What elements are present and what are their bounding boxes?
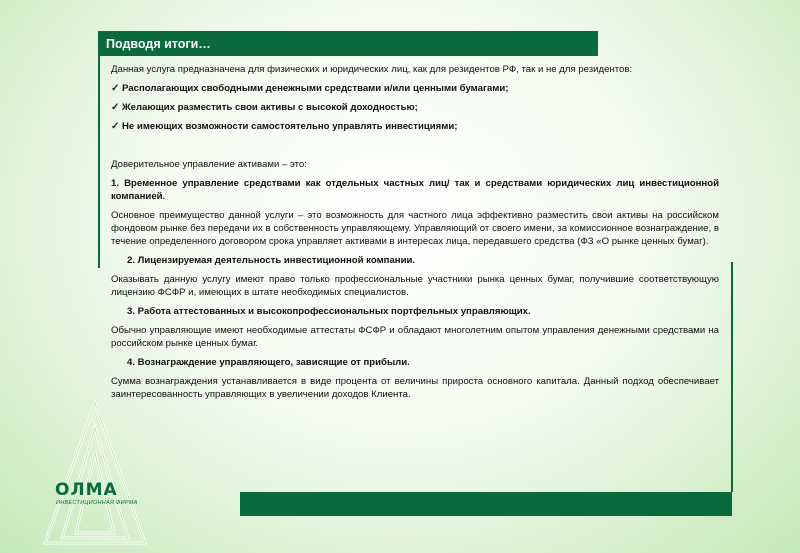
checkmark-icon: ✓ — [111, 121, 120, 132]
item4-title: 4. Вознаграждение управляющего, зависящие от прибыли. — [127, 357, 410, 368]
title-bar-edge — [597, 31, 598, 56]
left-divider-line — [98, 56, 100, 268]
item1-text: Основное преимущество данной услуги – это возможность для частного лица эффективно разместить свои активы на российском фондовом рынке без передачи их в собственность управляющему. Управляющий от своего имени, за комиссионное вознаграждение, в течение определенного договором срока управляет активами в интересах лица, передавшего средства (ФЗ «О рынке ценных бумаг). — [111, 210, 719, 247]
item2-text: Оказывать данную услугу имеют право только профессиональные участники рынка ценных бумаг, получившие соответствующую лицензию ФСФР и, имеющих в штате необходимых специалистов. — [111, 274, 719, 298]
footer-bar — [240, 492, 732, 516]
item3-title: 3. Работа аттестованных и высокопрофессиональных портфельных управляющих. — [127, 306, 531, 317]
checkmark-icon: ✓ — [111, 83, 120, 94]
logo-name: ОЛМА — [55, 480, 118, 500]
olma-logo-icon — [40, 398, 150, 548]
checkmark-icon: ✓ — [111, 102, 120, 113]
item2-title: 2. Лицензируемая деятельность инвестиционной компании. — [127, 255, 416, 266]
slide-body — [111, 63, 719, 401]
item1-title: 1. Временное управление средствами как отдельных частных лиц/ так и средствами юридических лиц инвестиционной компанией. — [111, 178, 719, 202]
right-divider-line — [731, 262, 733, 492]
slide-title: Подводя итоги… — [106, 36, 211, 51]
intro-text: Данная услуга предназначена для физических и юридических лиц, как для резидентов РФ, так и не для резидентов: — [111, 64, 633, 75]
item4-text: Сумма вознаграждения устанавливается в виде процента от величины прироста основного капитала. Данный подход обеспечивает заинтересованность управляющих в увеличении доходов Клиента. — [111, 376, 719, 400]
slide-title-bar — [98, 31, 597, 56]
bullet-item: ✓ Желающих разместить свои активы с высокой доходностью; — [111, 102, 418, 113]
trust-intro: Доверительное управление активами – это: — [111, 159, 307, 170]
bullet-item: ✓ Не имеющих возможности самостоятельно управлять инвестициями; — [111, 121, 458, 132]
logo-subtitle: ИНВЕСТИЦИОННАЯ ФИРМА — [56, 500, 138, 506]
item3-text: Обычно управляющие имеют необходимые аттестаты ФСФР и обладают многолетним опытом управления денежными средствами на российском рынке ценных бумаг. — [111, 325, 719, 349]
bullet-item: ✓ Располагающих свободными денежными средствами и/или ценными бумагами; — [111, 83, 509, 94]
